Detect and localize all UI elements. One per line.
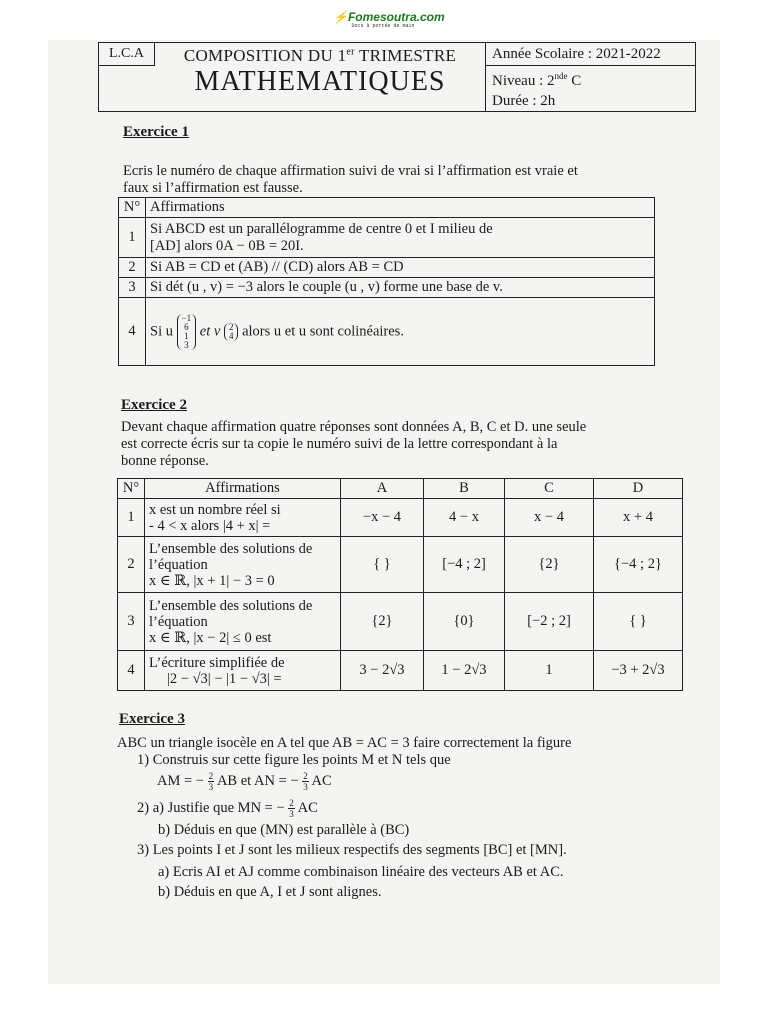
table-row: 3 L’ensemble des solutions de l’équation x ∈ ℝ, |x − 2| ≤ 0 est {2} {0} [−2 ; 2] { } <box>118 593 683 651</box>
title-cell <box>155 43 486 111</box>
exercise-2-title: Exercice 2 <box>121 397 187 413</box>
info-cell <box>486 43 695 111</box>
vector-u-column: −1 6 1 3 <box>177 314 197 350</box>
level: Niveau : 2nde C <box>492 71 582 89</box>
exercise-3-intro: ABC un triangle isocèle en A tel que AB = AC = 3 faire correctement la figure <box>117 735 572 751</box>
question-1-equation: AM = − $\frac{2}{3}$ AB et AN = − $\frac{2}{3}$ AC <box>157 771 332 792</box>
col-aff-header: Affirmations <box>146 198 655 218</box>
exam-header <box>98 42 696 112</box>
exercise-3-body <box>117 735 697 901</box>
exercise-1-table <box>118 197 655 366</box>
exercise-1-intro: Ecris le numéro de chaque affirmation suivi de vrai si l’affirmation est vraie et faux si l’affirmation est fausse. <box>123 163 578 196</box>
table-row: 4 L’écriture simplifiée de |2 − √3| − |1 − √3| = 3 − 2√3 1 − 2√3 1 −3 + 2√3 <box>118 651 683 691</box>
table-row: 2 Si AB = CD et (AB) // (CD) alors AB = CD <box>119 258 655 278</box>
exercise-1-title: Exercice 1 <box>123 124 189 140</box>
school-year: Année Scolaire : 2021-2022 <box>486 43 695 66</box>
subject-title: MATHEMATIQUES <box>194 66 446 97</box>
question-3b: b) Déduis en que A, I et J sont alignes. <box>158 884 382 900</box>
question-3a: a) Ecris AI et AJ comme combinaison linéaire des vecteurs AB et AC. <box>158 864 564 880</box>
question-3: 3) Les points I et J sont les milieux respectifs des segments [BC] et [MN]. <box>137 842 567 858</box>
composition-title: COMPOSITION DU 1er TRIMESTRE <box>183 46 457 65</box>
question-1: 1) Construis sur cette figure les points M et N tels que <box>137 752 451 768</box>
logo-tagline: Docs à portée de main <box>351 23 415 29</box>
table-row: 1 Si ABCD est un parallélogramme de centre 0 et I milieu de [AD] alors 0A − 0B = 20I. <box>119 218 655 258</box>
question-2b: b) Déduis en que (MN) est parallèle à (BC) <box>158 822 410 838</box>
table-row: 4 Si u −1 6 1 3 et v 2 4 alors u et u sont colinéaires. <box>119 298 655 366</box>
school-name: L.C.A <box>99 43 155 66</box>
duration: Durée : 2h <box>492 93 556 109</box>
exercise-3-title: Exercice 3 <box>119 711 185 727</box>
col-num-header: N° <box>119 198 146 218</box>
site-logo <box>333 10 445 29</box>
exercise-2-table: N° Affirmations A B C D 1 x est un nombre réel si - 4 < x alors |4 + x| = −x − 4 4 − x x − 4 x + 4 2 L’ensemble des solutions de l’équation x ∈ ℝ, |x + 1| − 3 = 0 { } [−4 ; 2] {2} {−4 ; 2} 3 L’ensemble des solutions de l’équation x ∈ ℝ, |x − 2| ≤ 0 est {2} {0} [−2 ; 2] { } 4 L’écriture simplifiée de |2 − √3| − |1 − √3| = 3 − 2√3 1 − 2√3 1 −3 + 2√3 <box>117 478 683 691</box>
bolt-icon: ⚡ <box>333 10 348 24</box>
table-row: 3 Si dét (u , v) = −3 alors le couple (u , v) forme une base de v. <box>119 278 655 298</box>
exercise-2-intro: Devant chaque affirmation quatre réponses sont données A, B, C et D. une seule est correcte écris sur ta copie le numéro suivi de la lettre correspondant à la bonne réponse. <box>121 419 587 469</box>
question-2a: 2) a) Justifie que MN = − $\frac{2}{3}$ AC <box>137 798 318 819</box>
table-row: 1 x est un nombre réel si - 4 < x alors |4 + x| = −x − 4 4 − x x − 4 x + 4 <box>118 499 683 537</box>
table-row: 2 L’ensemble des solutions de l’équation x ∈ ℝ, |x + 1| − 3 = 0 { } [−4 ; 2] {2} {−4 ; 2} <box>118 537 683 593</box>
vector-v-column: 2 4 <box>224 323 239 341</box>
logo-brand: Fomesoutra.com <box>347 10 445 24</box>
